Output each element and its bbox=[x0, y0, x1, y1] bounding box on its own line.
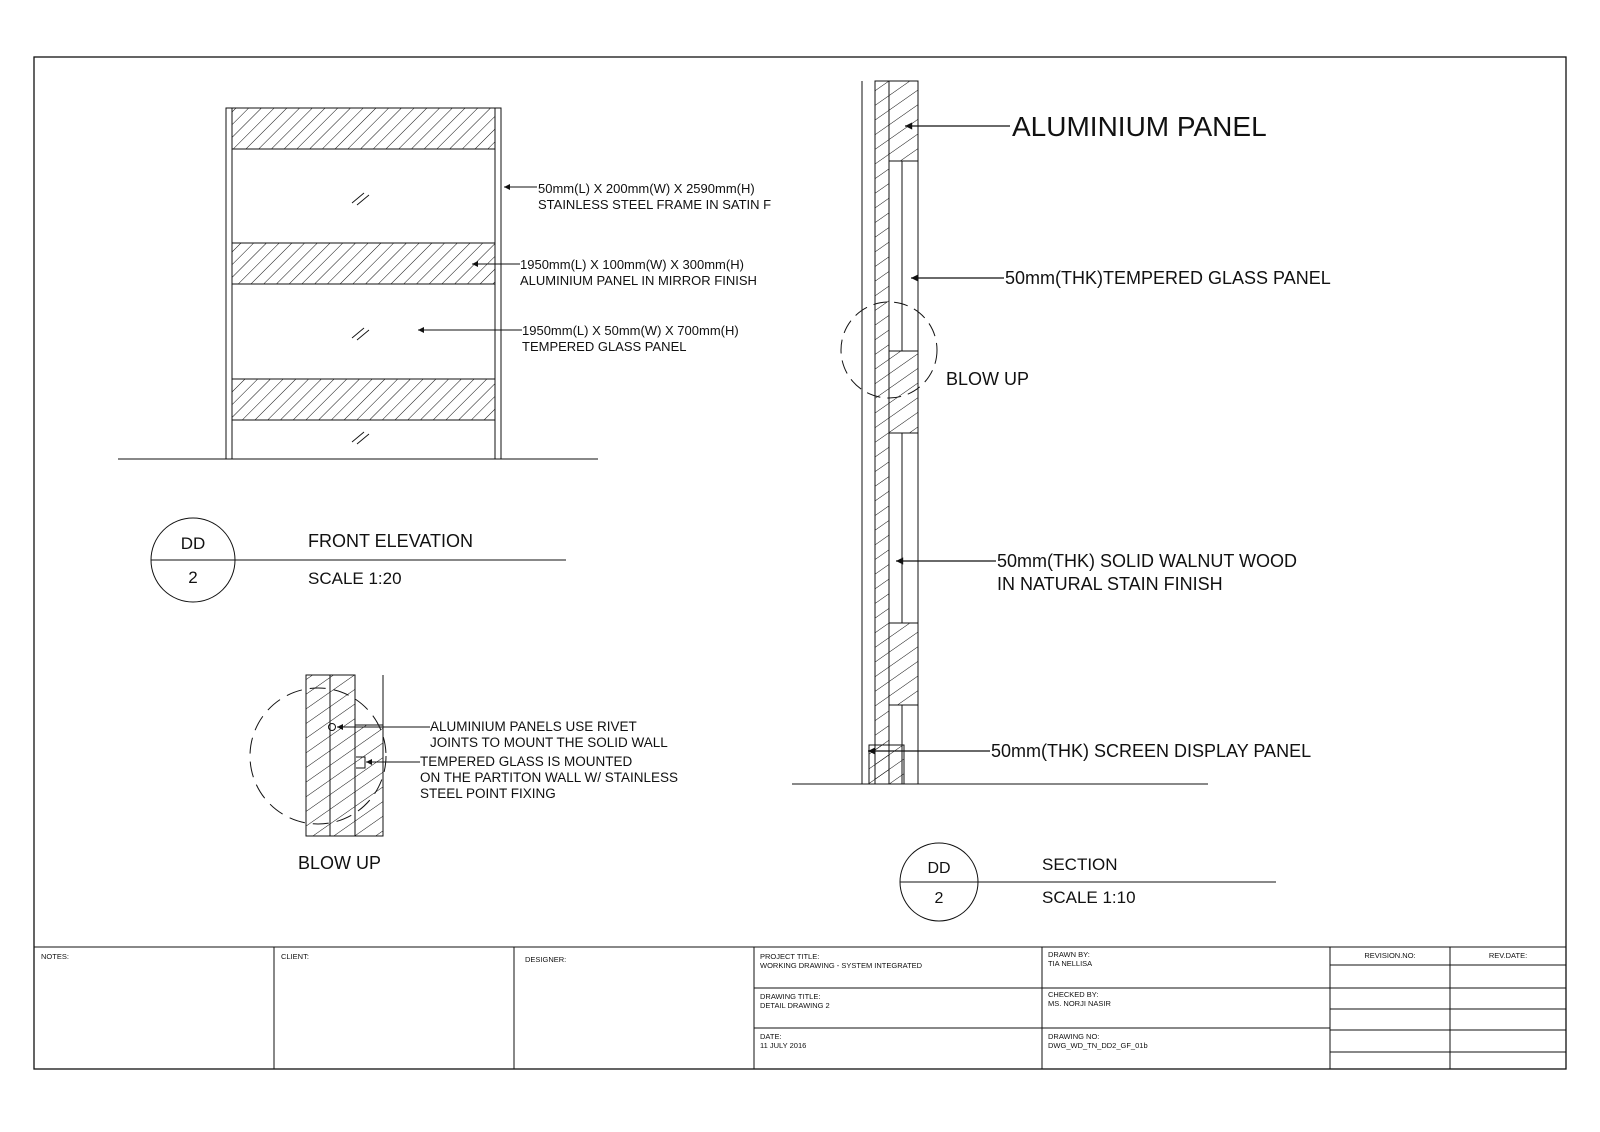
rivet-note-line1: ALUMINIUM PANELS USE RIVET bbox=[430, 719, 637, 734]
elevation-title: FRONT ELEVATION bbox=[308, 531, 474, 551]
rev-date-label: REV.DATE: bbox=[1488, 951, 1528, 960]
glass-mount-note-line1: TEMPERED GLASS IS MOUNTED bbox=[420, 754, 633, 769]
glass-mount-note-line3: STEEL POINT FIXING bbox=[420, 786, 556, 801]
client-label: CLIENT: bbox=[281, 952, 309, 961]
aluminium-band-middle bbox=[232, 243, 495, 284]
elevation-tag-top: DD bbox=[180, 534, 206, 553]
glass-mount-note-line2: ON THE PARTITON WALL W/ STAINLESS bbox=[420, 770, 679, 785]
date-value: 11 JULY 2016 bbox=[760, 1041, 807, 1050]
date-label: DATE: bbox=[760, 1032, 782, 1041]
section-tag-top: DD bbox=[927, 860, 951, 877]
drawing-no-value: DWG_WD_TN_DD2_GF_01b bbox=[1048, 1041, 1148, 1050]
checked-by-value: MS. NORJI NASIR bbox=[1048, 999, 1111, 1008]
section-scale: SCALE 1:10 bbox=[1042, 888, 1136, 907]
section-tag-bottom: 2 bbox=[934, 890, 944, 907]
drawing-title-label: DRAWING TITLE: bbox=[760, 992, 821, 1001]
frame-callout-line1: 50mm(L) X 200mm(W) X 2590mm(H) bbox=[538, 181, 755, 196]
glass-callout-line1: 1950mm(L) X 50mm(W) X 700mm(H) bbox=[522, 323, 739, 338]
section-wood-label-line2: IN NATURAL STAIN FINISH bbox=[997, 574, 1223, 594]
section-blowup-label: BLOW UP bbox=[946, 369, 1030, 389]
revision-no-label: REVISION.NO: bbox=[1364, 951, 1416, 960]
section-aluminium-label: ALUMINIUM PANEL bbox=[1012, 111, 1267, 142]
section-screen-label: 50mm(THK) SCREEN DISPLAY PANEL bbox=[991, 741, 1312, 761]
project-title-label: PROJECT TITLE: bbox=[760, 952, 820, 961]
section-aluminium-panel bbox=[889, 81, 918, 161]
sheet-border bbox=[34, 57, 1566, 1069]
drawn-by-label: DRAWN BY: bbox=[1048, 950, 1090, 959]
drawn-by-value: TIA NELLISA bbox=[1048, 959, 1093, 968]
checked-by-label: CHECKED BY: bbox=[1048, 990, 1099, 999]
frame-callout-line2: STAINLESS STEEL FRAME IN SATIN F bbox=[538, 197, 772, 212]
aluminium-callout-line1: 1950mm(L) X 100mm(W) X 300mm(H) bbox=[520, 257, 744, 272]
aluminium-band-top bbox=[232, 108, 495, 149]
section-wood-label-line1: 50mm(THK) SOLID WALNUT WOOD bbox=[997, 551, 1298, 571]
drawing-no-label: DRAWING NO: bbox=[1048, 1032, 1100, 1041]
aluminium-callout-line2: ALUMINIUM PANEL IN MIRROR FINISH bbox=[520, 273, 757, 288]
blow-up-detail-drawing bbox=[250, 675, 430, 836]
blow-up-title: BLOW UP bbox=[298, 853, 382, 873]
designer-label: DESIGNER: bbox=[525, 955, 567, 964]
notes-label: NOTES: bbox=[41, 952, 69, 961]
section-drawing bbox=[792, 81, 1208, 784]
section-glass-label: 50mm(THK)TEMPERED GLASS PANEL bbox=[1005, 268, 1331, 288]
drawing-title-value: DETAIL DRAWING 2 bbox=[760, 1001, 830, 1010]
elevation-scale: SCALE 1:20 bbox=[308, 569, 402, 588]
glass-callout-line2: TEMPERED GLASS PANEL bbox=[522, 339, 687, 354]
elevation-tag-bottom: 2 bbox=[188, 568, 198, 587]
rivet-note-line2: JOINTS TO MOUNT THE SOLID WALL bbox=[430, 735, 668, 750]
section-title: SECTION bbox=[1042, 855, 1118, 874]
aluminium-band-lower bbox=[232, 379, 495, 420]
project-title-value: WORKING DRAWING - SYSTEM INTEGRATED bbox=[760, 961, 923, 970]
